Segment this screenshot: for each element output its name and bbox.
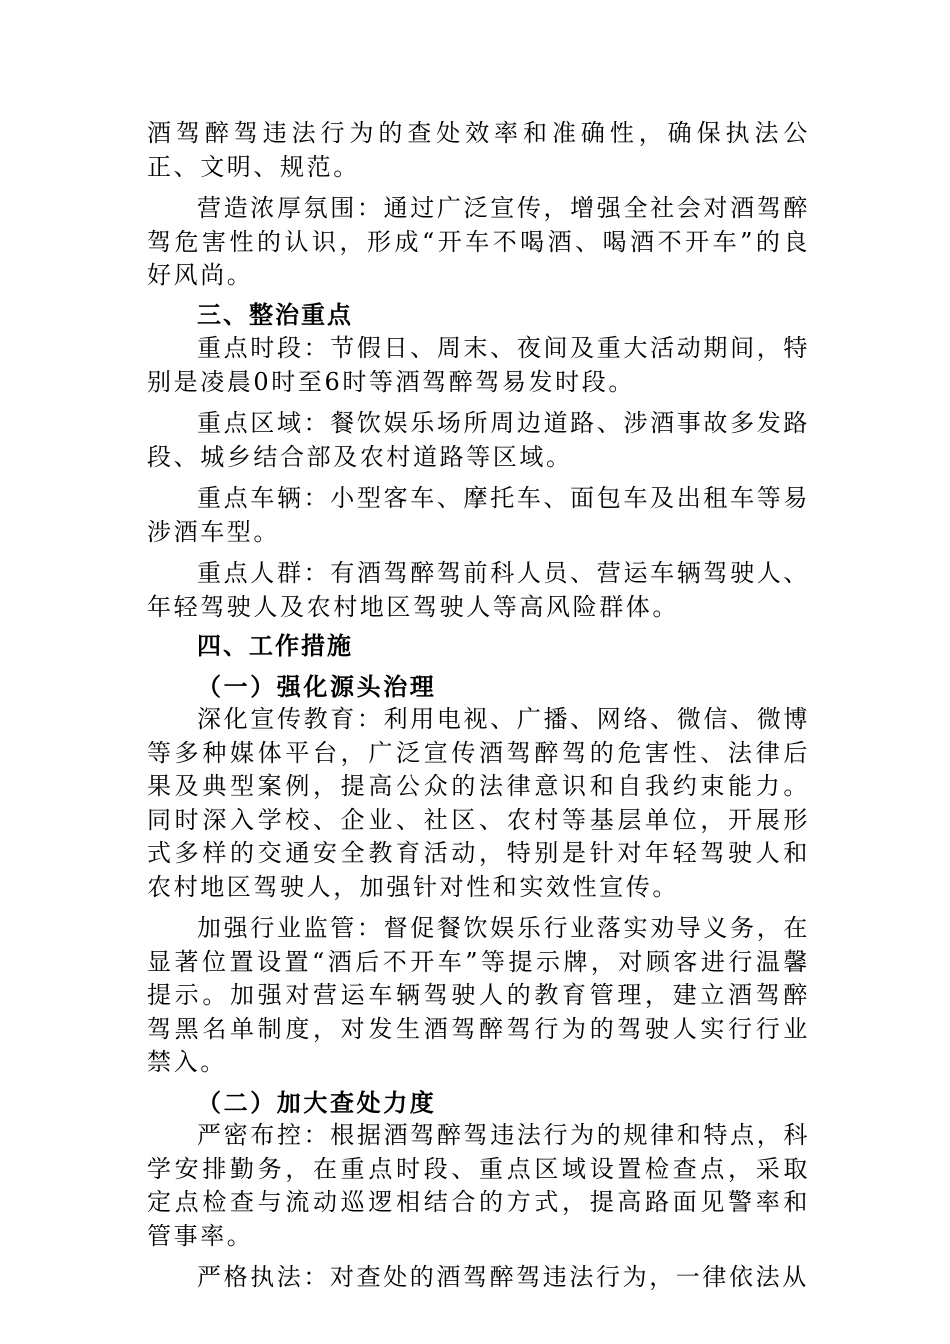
paragraph-strict-enforcement: 严格执法：对查处的酒驾醉驾违法行为，一律依法从 (197, 1263, 809, 1291)
subsection-heading-2: （二）加大查处力度 (197, 1087, 437, 1117)
paragraph-key-periods: 重点时段：节假日、周末、夜间及重大活动期间，特别是凌晨0时至6时等酒驾醉驾易发时段。 (147, 334, 810, 396)
paragraph-atmosphere: 营造浓厚氛围：通过广泛宣传，增强全社会对酒驾醉驾危害性的认识，形成“开车不喝酒、喝酒不开车”的良好风尚。 (147, 194, 810, 289)
paragraph-deployment: 严密布控：根据酒驾醉驾违法行为的规律和特点，科学安排勤务，在重点时段、重点区域设置检查点，采取定点检查与流动巡逻相结合的方式，提高路面见警率和管事率。 (147, 1121, 810, 1250)
section-heading-3: 三、整治重点 (197, 300, 353, 329)
paragraph-education: 深化宣传教育：利用电视、广播、网络、微信、微博等多种媒体平台，广泛宣传酒驾醉驾的危害性、法律后果及典型案例，提高公众的法律意识和自我约束能力。同时深入学校、企业、社区、农村等基层单位，开展形式多样的交通安全教育活动，特别是针对年轻驾驶人和农村地区驾驶人，加强针对性和实效性宣传。 (147, 705, 810, 901)
section-heading-4: 四、工作措施 (197, 632, 353, 660)
paragraph-industry-supervision: 加强行业监管：督促餐饮娱乐行业落实劝导义务，在显著位置设置“酒后不开车”等提示牌，对顾客进行温馨提示。加强对营运车辆驾驶人的教育管理，建立酒驾醉驾黑名单制度，对发生酒驾醉驾行为的驾驶人实行行业禁入。 (147, 914, 810, 1076)
subsection-heading-1: （一）强化源头治理 (197, 671, 437, 701)
paragraph-key-vehicles: 重点车辆：小型客车、摩托车、面包车及出租车等易涉酒车型。 (147, 484, 810, 546)
paragraph-key-groups: 重点人群：有酒驾醉驾前科人员、营运车辆驾驶人、年轻驾驶人及农村地区驾驶人等高风险群体。 (147, 559, 810, 621)
paragraph-continued: 酒驾醉驾违法行为的查处效率和准确性，确保执法公正、文明、规范。 (147, 119, 810, 181)
paragraph-key-areas: 重点区域：餐饮娱乐场所周边道路、涉酒事故多发路段、城乡结合部及农村道路等区域。 (147, 409, 810, 471)
